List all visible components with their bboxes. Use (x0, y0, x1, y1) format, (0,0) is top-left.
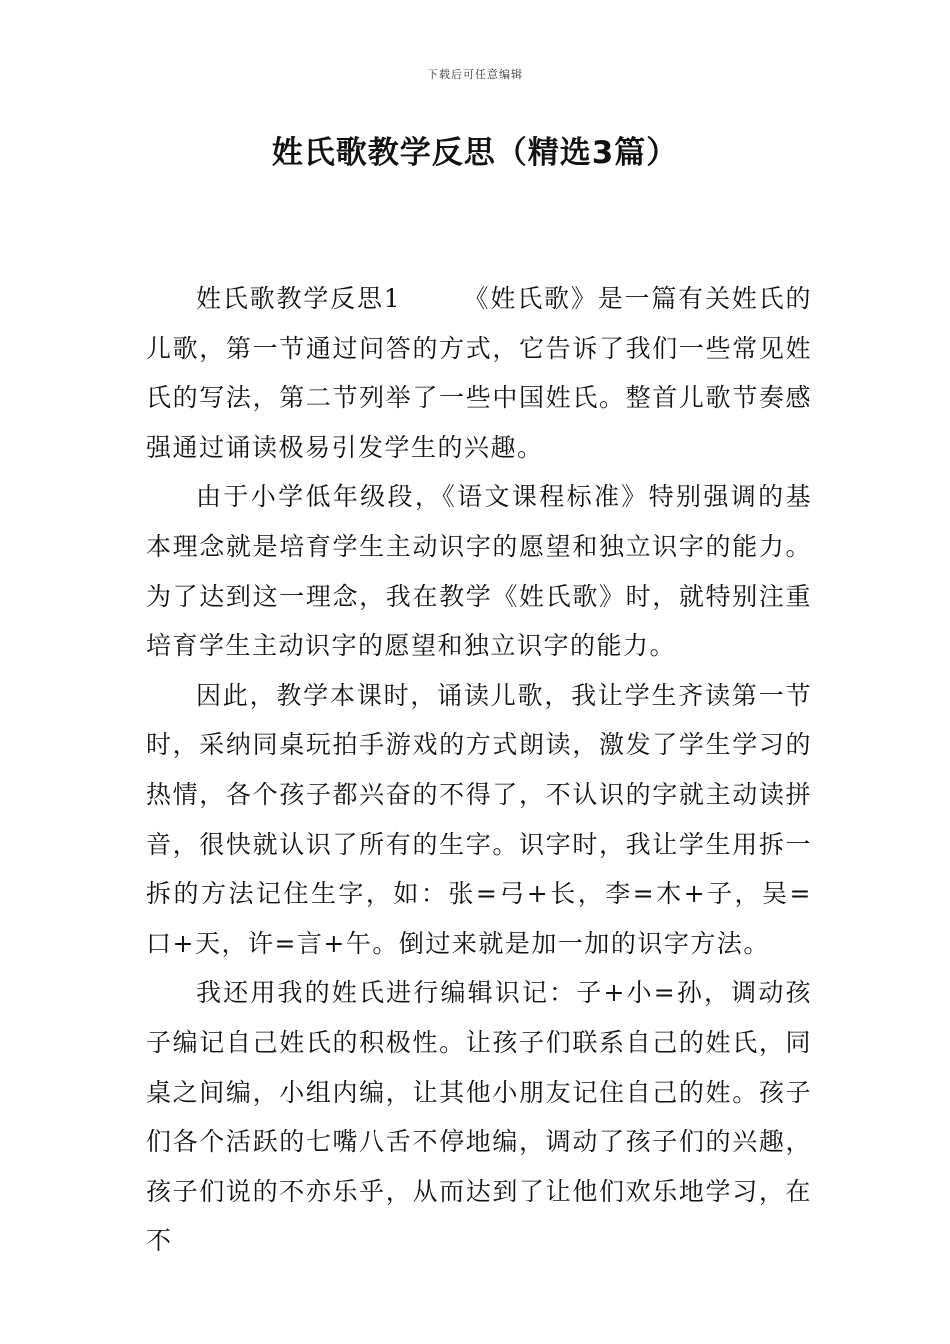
paragraph-1 (146, 274, 812, 472)
document-body (146, 274, 812, 1266)
section-heading: 姓氏歌教学反思1 (196, 284, 402, 313)
document-title: 姓氏歌教学反思（精选3篇） (271, 135, 679, 171)
header-note: 下载后可任意编辑 (427, 68, 523, 81)
paragraph-3: 因此，教学本课时，诵读儿歌，我让学生齐读第一节时，采纳同桌玩拍手游戏的方式朗读，激发了学生学习的热情，各个孩子都兴奋的不得了，不认识的字就主动读拼音，很快就认识了所有的生字。识字时，我让学生用拆一拆的方法记住生字，如：张=弓+长，李=木+子，吴=口+天，许=言+午。倒过来就是加一加的识字方法。 (146, 680, 812, 958)
paragraph-4: 我还用我的姓氏进行编辑识记：子+小=孙，调动孩子编记自己姓氏的积极性。让孩子们联系自己的姓氏，同桌之间编，小组内编，让其他小朋友记住自己的姓。孩子们各个活跃的七嘴八舌不停地编，调动了孩子们的兴趣，孩子们说的不亦乐乎，从而达到了让他们欢乐地学习，在不 (146, 978, 812, 1256)
paragraph-text: 《姓氏歌》是一篇有关姓氏的儿歌，第一节通过问答的方式，它告诉了我们一些常见姓氏的写法，第二节列举了一些中国姓氏。整首儿歌节奏感强通过诵读极易引发学生的兴趣。 (146, 284, 812, 462)
paragraph-2: 由于小学低年级段，《语文课程标准》特别强调的基本理念就是培育学生主动识字的愿望和独立识字的能力。为了达到这一理念，我在教学《姓氏歌》时，就特别注重培育学生主动识字的愿望和独立识字的能力。 (146, 482, 812, 661)
